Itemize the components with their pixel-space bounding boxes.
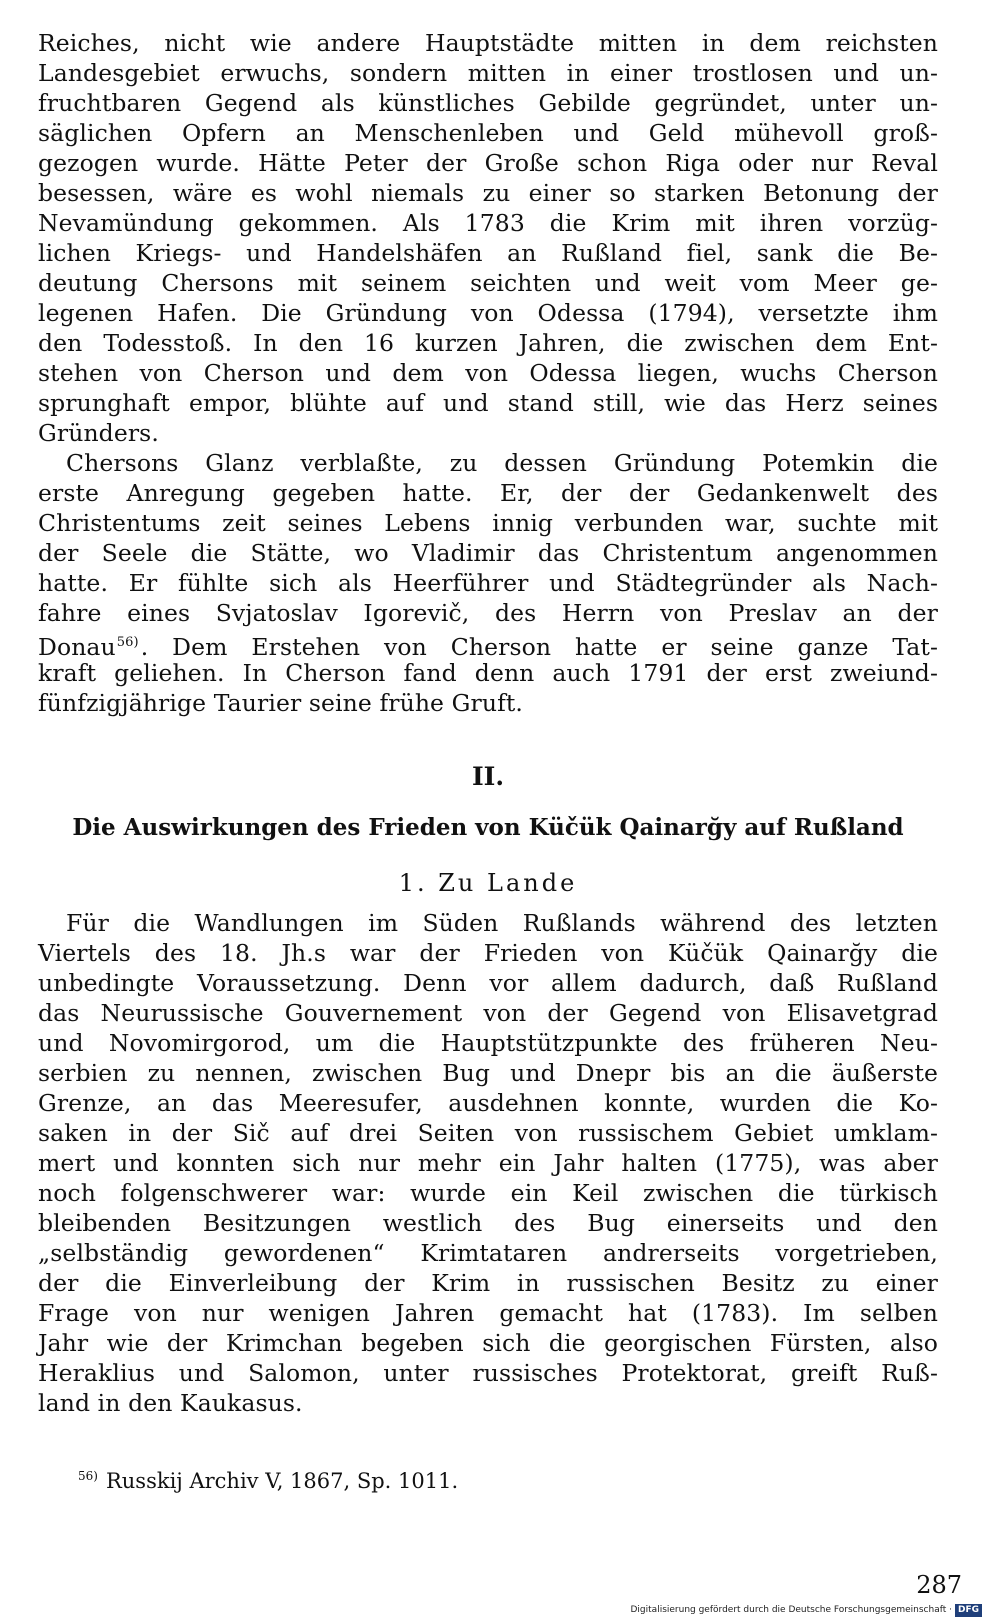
text-line: das Neurussische Gouvernement von der Gegend von Elisavetgrad [38,999,938,1027]
text-line: Nevamündung gekommen. Als 1783 die Krim mit ihren vorzüg- [38,209,938,237]
text-line: der die Einverleibung der Krim in russischen Besitz zu einer [38,1269,938,1297]
text-fragment: . Dem Erstehen von Cherson hatte er seine ganze Tat- [140,633,938,661]
page-number: 287 [916,1571,962,1599]
chapter-title: Die Auswirkungen des Frieden von Küčük Qainarğy auf Rußland [72,814,904,841]
text-line: unbedingte Voraussetzung. Denn vor allem dadurch, daß Rußland [38,969,938,997]
text-line: besessen, wäre es wohl niemals zu einer so starken Betonung der [38,179,938,207]
text-line: Jahr wie der Krimchan begeben sich die georgischen Fürsten, also [38,1329,938,1357]
text-line: Frage von nur wenigen Jahren gemacht hat (1783). Im selben [38,1299,938,1327]
text-line: Christentums zeit seines Lebens innig verbunden war, suchte mit [38,509,938,537]
footnote-text: Russkij Archiv V, 1867, Sp. 1011. [105,1469,459,1493]
text-line: hatte. Er fühlte sich als Heerführer und Städtegründer als Nach- [38,569,938,597]
text-line: fahre eines Svjatoslav Igorevič, des Herrn von Preslav an der [38,599,938,627]
text-line: Grenze, an das Meeresufer, ausdehnen konnte, wurden die Ko- [38,1089,938,1117]
text-line: und Novomirgorod, um die Hauptstützpunkte des früheren Neu- [38,1029,938,1057]
text-line: legenen Hafen. Die Gründung von Odessa (1794), versetzte ihm [38,299,938,327]
text-line: Für die Wandlungen im Süden Rußlands während des letzten [66,909,938,937]
text-line: deutung Chersons mit seinem seichten und weit vom Meer ge- [38,269,938,297]
text-line: Gründers. [38,419,159,447]
text-line: „selbständig gewordenen“ Krimtataren andrerseits vorgetrieben, [38,1239,938,1267]
footnote-reference: 56) [116,635,139,650]
text-line: den Todesstoß. In den 16 kurzen Jahren, die zwischen dem Ent- [38,329,938,357]
text-line: erste Anregung gegeben hatte. Er, der der Gedankenwelt des [38,479,938,507]
text-line: lichen Kriegs- und Handelshäfen an Rußland fiel, sank die Be- [38,239,938,267]
text-line: Landesgebiet erwuchs, sondern mitten in einer trostlosen und un- [38,59,938,87]
text-line: sprunghaft empor, blühte auf und stand still, wie das Herz seines [38,389,938,417]
text-line: Chersons Glanz verblaßte, zu dessen Gründung Potemkin die [66,449,938,477]
text-line: bleibenden Besitzungen westlich des Bug einerseits und den [38,1209,938,1237]
text-line: land in den Kaukasus. [38,1389,303,1417]
footnote-marker: 56) [78,1469,98,1483]
text-line [38,628,938,662]
text-line: saken in der Sič auf drei Seiten von russischem Gebiet umklam- [38,1119,938,1147]
text-line: fruchtbaren Gegend als künstliches Gebilde gegründet, unter un- [38,89,938,117]
text-fragment: Donau [38,633,116,661]
footnote [78,1462,458,1495]
text-line: stehen von Cherson und dem von Odessa liegen, wuchs Cherson [38,359,938,387]
dfg-logo-icon: DFG [955,1604,982,1617]
text-line: der Seele die Stätte, wo Vladimir das Christentum angenommen [38,539,938,567]
text-line: noch folgenschwerer war: wurde ein Keil zwischen die türkisch [38,1179,938,1207]
section-number: II. [471,762,505,791]
text-line: fünfzigjährige Taurier seine frühe Gruft. [38,689,523,717]
text-line: gezogen wurde. Hätte Peter der Große schon Riga oder nur Reval [38,149,938,177]
digitization-notice-text: Digitalisierung gefördert durch die Deutsche Forschungsgemeinschaft · [630,1605,952,1615]
text-line: serbien zu nennen, zwischen Bug und Dnepr bis an die äußerste [38,1059,938,1087]
text-line: säglichen Opfern an Menschenleben und Geld mühevoll groß- [38,119,938,147]
text-line: kraft geliehen. In Cherson fand denn auch 1791 der erst zweiund- [38,659,938,687]
text-line: mert und konnten sich nur mehr ein Jahr halten (1775), was aber [38,1149,938,1177]
text-line: Viertels des 18. Jh.s war der Frieden von Küčük Qainarğy die [38,939,938,967]
text-line: Reiches, nicht wie andere Hauptstädte mitten in dem reichsten [38,29,938,57]
digitization-notice [631,1602,983,1618]
subsection-title: 1. Zu Lande [398,869,578,897]
text-line: Heraklius und Salomon, unter russisches Protektorat, greift Ruß- [38,1359,938,1387]
